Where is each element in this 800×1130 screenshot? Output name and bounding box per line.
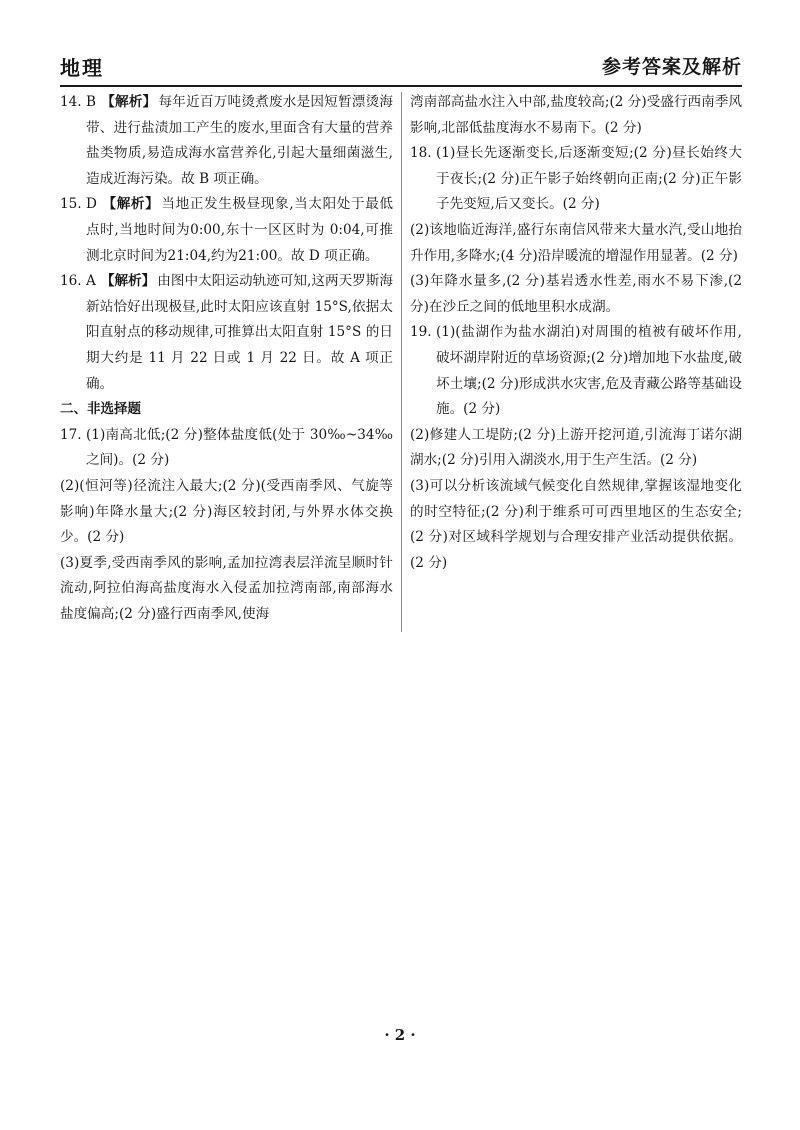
left-column — [60, 90, 393, 627]
question-17 — [60, 423, 393, 474]
page-header — [60, 52, 742, 86]
q17-continuation: 湾南部高盐水注入中部,盐度较高;(2 分)受盛行西南季风影响,北部低盐度海水不易南下。(2 分) — [410, 94, 742, 136]
section-title-header: 参考答案及解析 — [601, 56, 742, 78]
page-number: · 2 · — [384, 1026, 416, 1044]
question-number: 18. — [410, 145, 432, 162]
question-number: 15. — [60, 196, 82, 213]
question-number: 17. — [60, 426, 82, 443]
answer-letter: B — [86, 94, 96, 110]
answer-part-1: (1)(盐湖作为盐水湖泊)对周围的植被有破坏作用,破坏湖岸附近的草场资源;(2 分)增加地下水盐度,破坏土壤;(2 分)形成洪水灾害,危及青藏公路等基础设施。(2 分) — [436, 324, 742, 418]
analysis-tag: 【解析】 — [101, 196, 160, 213]
question-18 — [410, 141, 742, 218]
question-16 — [60, 269, 393, 397]
q17-answer-part-3: (3)夏季,受西南季风的影响,孟加拉湾表层洋流呈顺时针流动,阿拉伯海高盐度海水入侵孟加拉湾南部,南部海水盐度偏高;(2 分)盛行西南季风,使海 — [60, 554, 393, 622]
section-heading: 二、非选择题 — [60, 401, 141, 418]
subject-title: 地理 — [60, 56, 104, 80]
q19-answer-part-2: (2)修建人工堤防;(2 分)上游开挖河道,引流海丁诺尔湖湖水;(2 分)引用入湖淡水,用于生产生活。(2 分) — [410, 426, 742, 469]
q18-answer-part-2: (2)该地临近海洋,盛行东南信风带来大量水汽,受山地抬升作用,多降水;(4 分)沿岸暖流的增湿作用显著。(2 分) — [410, 221, 742, 264]
answer-letter: A — [86, 273, 96, 290]
column-divider — [401, 92, 402, 632]
question-number: 16. — [60, 273, 82, 290]
analysis-text: 当地正发生极昼现象,当太阳处于最低点时,当地时间为0:00,东十一区区时为 0:04,可推测北京时间为21:04,约为21:00。故 D 项正确。 — [86, 196, 394, 264]
q18-answer-part-3: (3)年降水量多,(2 分)基岩透水性差,雨水不易下渗,(2 分)在沙丘之间的低地里积水成湖。 — [410, 273, 742, 315]
answer-letter: D — [86, 196, 97, 213]
analysis-tag: 【解析】 — [101, 94, 157, 110]
question-number: 19. — [410, 324, 432, 341]
answer-part-1: (1)昼长先逐渐变长,后逐渐变短;(2 分)昼长始终大于夜长;(2 分)正午影子始终朝向正南;(2 分)正午影子先变短,后又变长。(2 分) — [436, 145, 742, 213]
right-column — [410, 90, 742, 576]
analysis-text: 每年近百万吨烫煮废水是因短暂漂烫海带、进行盐渍加工产生的废水,里面含有大量的营养盐类物质,易造成海水富营养化,引起大量细菌滋生,造成近海污染。故 B 项正确。 — [86, 94, 394, 187]
answer-part-1: (1)南高北低;(2 分)整体盐度低(处于 30‰~34‰之间)。(2 分) — [86, 426, 393, 469]
question-14 — [60, 90, 393, 192]
q17-answer-part-2: (2)(恒河等)径流注入最大;(2 分)(受西南季风、气旋等影响)年降水量大;(2 分)海区较封闭,与外界水体交换少。(2 分) — [60, 477, 393, 546]
question-19 — [410, 320, 742, 422]
question-number: 14. — [60, 94, 82, 110]
header-rule — [60, 85, 742, 87]
q19-answer-part-3: (3)可以分析该流域气候变化自然规律,掌握该湿地变化的时空特征;(2 分)利于维系可可西里地区的生态安全;(2 分)对区域科学规划与合理安排产业活动提供依据。(2 分) — [410, 477, 742, 571]
analysis-tag: 【解析】 — [100, 273, 156, 290]
analysis-text: 由图中太阳运动轨迹可知,这两天罗斯海新站恰好出现极昼,此时太阳应该直射 15°S,依据太阳直射点的移动规律,可推算出太阳直射 15°S 的日期大约是 11 月 22 日或 1 月 22 日。故 A 项正确。 — [86, 273, 394, 392]
question-15 — [60, 192, 393, 269]
